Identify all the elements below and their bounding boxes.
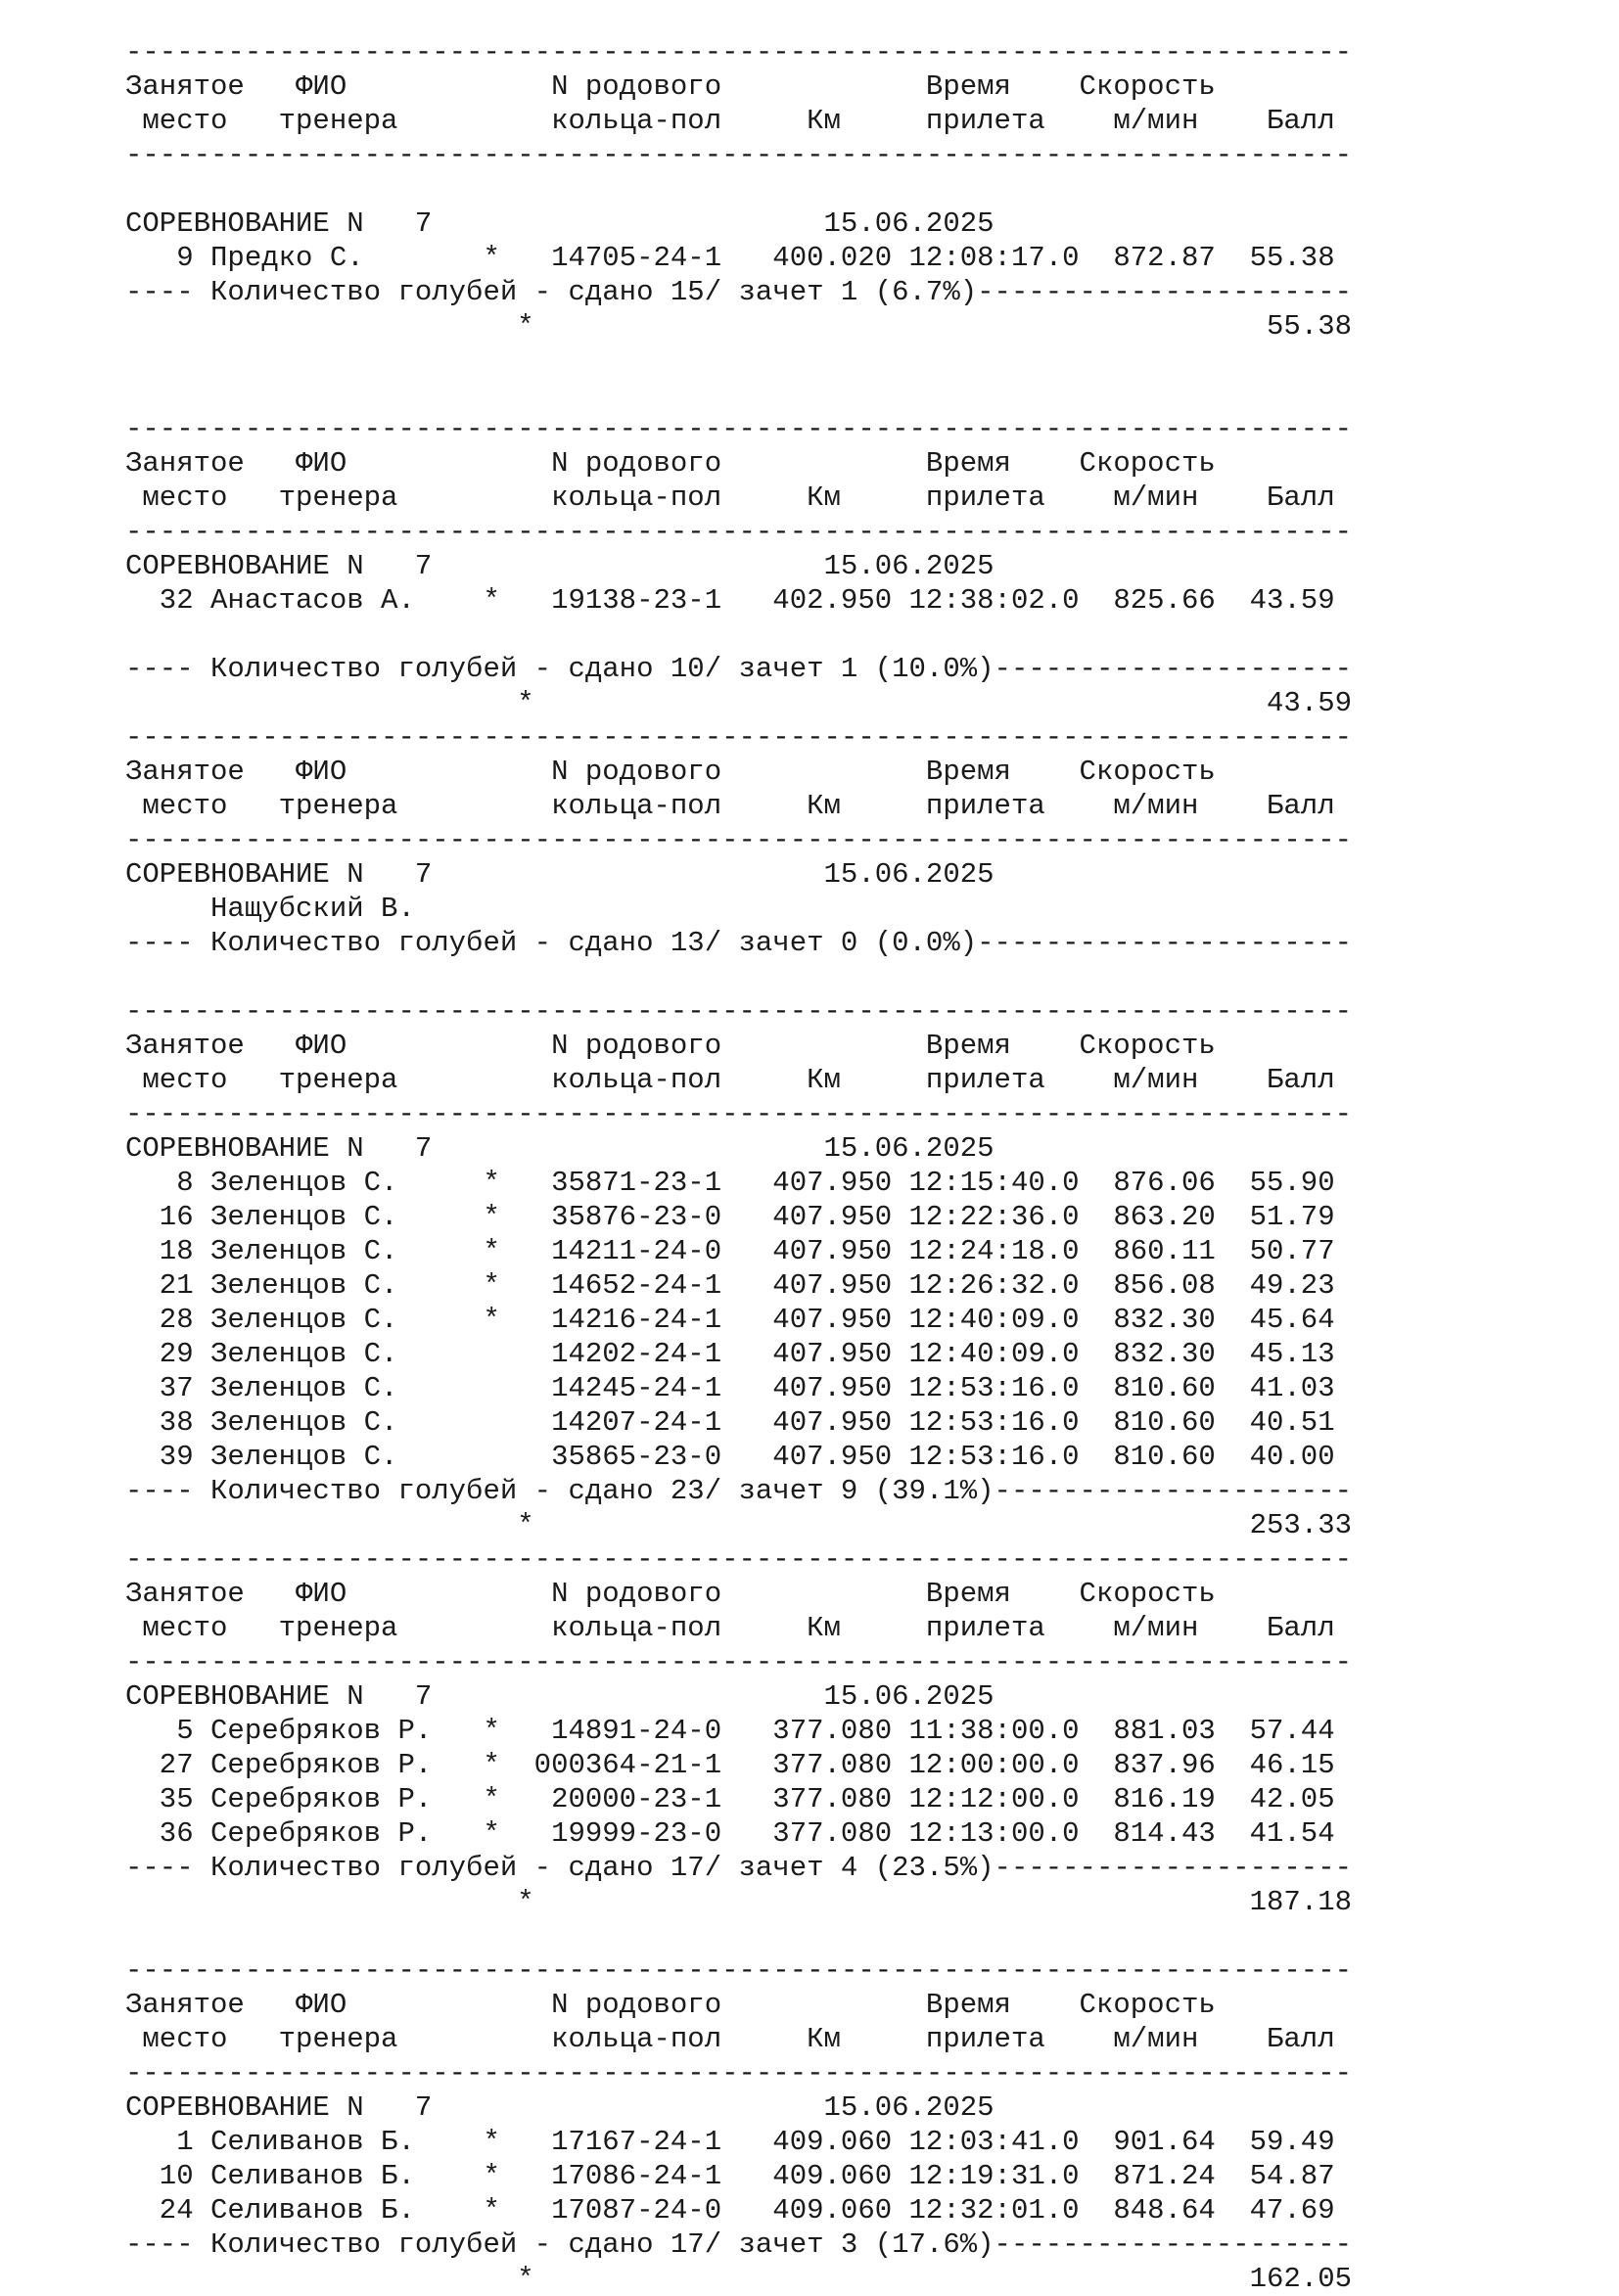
result-row: 27 Серебряков Р. * 000364-21-1 377.080 12:00:00.0 837.96 46.15 — [125, 1749, 1335, 1781]
separator-line: ------------------------------------------------------------------------ — [125, 1954, 1353, 1987]
result-row: 37 Зеленцов С. 14245-24-1 407.950 12:53:16.0 810.60 41.03 — [125, 1372, 1335, 1404]
column-header-line: Занятое ФИО N родового Время Скорость — [125, 447, 1216, 480]
result-row: 5 Серебряков Р. * 14891-24-0 377.080 11:38:00.0 881.03 57.44 — [125, 1715, 1335, 1747]
pigeon-count-line: ---- Количество голубей - сдано 17/ зачет 4 (23.5%)--------------------- — [125, 1852, 1353, 1884]
separator-line: ------------------------------------------------------------------------ — [125, 413, 1353, 445]
pigeon-count-line: ---- Количество голубей - сдано 13/ зачет 0 (0.0%)---------------------- — [125, 927, 1353, 959]
blank-line — [125, 344, 1352, 378]
separator-line: ------------------------------------------------------------------------ — [125, 1646, 1353, 1678]
competition-line: СОРЕВНОВАНИЕ N 7 15.06.2025 — [125, 858, 995, 891]
separator-line: ------------------------------------------------------------------------ — [125, 721, 1353, 754]
column-header-line: место тренера кольца-пол Км прилета м/мин Балл — [125, 2023, 1335, 2055]
blank-line — [125, 960, 1352, 994]
competition-line: СОРЕВНОВАНИЕ N 7 15.06.2025 — [125, 1680, 995, 1713]
result-row: 28 Зеленцов С. * 14216-24-1 407.950 12:40:09.0 832.30 45.64 — [125, 1304, 1335, 1336]
separator-line: ------------------------------------------------------------------------ — [125, 1098, 1353, 1130]
result-row: 38 Зеленцов С. 14207-24-1 407.950 12:53:16.0 810.60 40.51 — [125, 1406, 1335, 1439]
competition-line: СОРЕВНОВАНИЕ N 7 15.06.2025 — [125, 1132, 995, 1165]
competition-line: СОРЕВНОВАНИЕ N 7 15.06.2025 — [125, 207, 995, 240]
competition-line: СОРЕВНОВАНИЕ N 7 15.06.2025 — [125, 2091, 995, 2124]
pigeon-count-line: ---- Количество голубей - сдано 10/ зачет 1 (10.0%)--------------------- — [125, 653, 1353, 685]
separator-line: ------------------------------------------------------------------------ — [125, 36, 1353, 69]
result-row: 21 Зеленцов С. * 14652-24-1 407.950 12:26:32.0 856.08 49.23 — [125, 1269, 1335, 1302]
result-row: Нащубский В. — [125, 893, 415, 925]
column-header-line: Занятое ФИО N родового Время Скорость — [125, 1030, 1216, 1062]
blank-line — [125, 1919, 1352, 1953]
column-header-line: Занятое ФИО N родового Время Скорость — [125, 1578, 1216, 1610]
separator-line: ------------------------------------------------------------------------ — [125, 1543, 1353, 1576]
result-row: 32 Анастасов А. * 19138-23-1 402.950 12:38:02.0 825.66 43.59 — [125, 584, 1335, 617]
separator-line: ------------------------------------------------------------------------ — [125, 139, 1353, 171]
result-row: 10 Селиванов Б. * 17086-24-1 409.060 12:19:31.0 871.24 54.87 — [125, 2160, 1335, 2192]
column-header-line: место тренера кольца-пол Км прилета м/мин Балл — [125, 105, 1335, 137]
blank-line — [125, 172, 1352, 207]
report-listing — [125, 35, 1352, 2296]
column-header-line: Занятое ФИО N родового Время Скорость — [125, 70, 1216, 103]
column-header-line: Занятое ФИО N родового Время Скорость — [125, 756, 1216, 788]
result-row: 16 Зеленцов С. * 35876-23-0 407.950 12:22:36.0 863.20 51.79 — [125, 1201, 1335, 1233]
separator-line: ------------------------------------------------------------------------ — [125, 516, 1353, 548]
total-points-line: * 55.38 — [125, 310, 1353, 343]
total-points-line: * 43.59 — [125, 687, 1353, 719]
result-row: 1 Селиванов Б. * 17167-24-1 409.060 12:03:41.0 901.64 59.49 — [125, 2126, 1335, 2158]
result-row: 35 Серебряков Р. * 20000-23-1 377.080 12:12:00.0 816.19 42.05 — [125, 1783, 1335, 1815]
column-header-line: место тренера кольца-пол Км прилета м/мин Балл — [125, 1612, 1335, 1644]
column-header-line: место тренера кольца-пол Км прилета м/мин Балл — [125, 482, 1335, 514]
result-row: 18 Зеленцов С. * 14211-24-0 407.950 12:24:18.0 860.11 50.77 — [125, 1235, 1335, 1267]
result-row: 36 Серебряков Р. * 19999-23-0 377.080 12:13:00.0 814.43 41.54 — [125, 1817, 1335, 1850]
blank-line — [125, 618, 1352, 652]
pigeon-count-line: ---- Количество голубей - сдано 17/ зачет 3 (17.6%)--------------------- — [125, 2228, 1353, 2261]
result-row: 39 Зеленцов С. 35865-23-0 407.950 12:53:16.0 810.60 40.00 — [125, 1441, 1335, 1473]
blank-line — [125, 378, 1352, 412]
separator-line: ------------------------------------------------------------------------ — [125, 2057, 1353, 2089]
result-row: 9 Предко С. * 14705-24-1 400.020 12:08:17.0 872.87 55.38 — [125, 242, 1335, 274]
result-row: 24 Селиванов Б. * 17087-24-0 409.060 12:32:01.0 848.64 47.69 — [125, 2194, 1335, 2227]
column-header-line: Занятое ФИО N родового Время Скорость — [125, 1989, 1216, 2021]
separator-line: ------------------------------------------------------------------------ — [125, 824, 1353, 856]
result-row: 8 Зеленцов С. * 35871-23-1 407.950 12:15:40.0 876.06 55.90 — [125, 1167, 1335, 1199]
pigeon-count-line: ---- Количество голубей - сдано 15/ зачет 1 (6.7%)---------------------- — [125, 276, 1353, 308]
competition-line: СОРЕВНОВАНИЕ N 7 15.06.2025 — [125, 550, 995, 582]
total-points-line: * 187.18 — [125, 1886, 1353, 1918]
column-header-line: место тренера кольца-пол Км прилета м/мин Балл — [125, 790, 1335, 822]
separator-line: ------------------------------------------------------------------------ — [125, 995, 1353, 1028]
column-header-line: место тренера кольца-пол Км прилета м/мин Балл — [125, 1064, 1335, 1096]
total-points-line: * 253.33 — [125, 1509, 1353, 1541]
pigeon-count-line: ---- Количество голубей - сдано 23/ зачет 9 (39.1%)--------------------- — [125, 1475, 1353, 1507]
result-row: 29 Зеленцов С. 14202-24-1 407.950 12:40:09.0 832.30 45.13 — [125, 1338, 1335, 1370]
total-points-line: * 162.05 — [125, 2263, 1353, 2295]
